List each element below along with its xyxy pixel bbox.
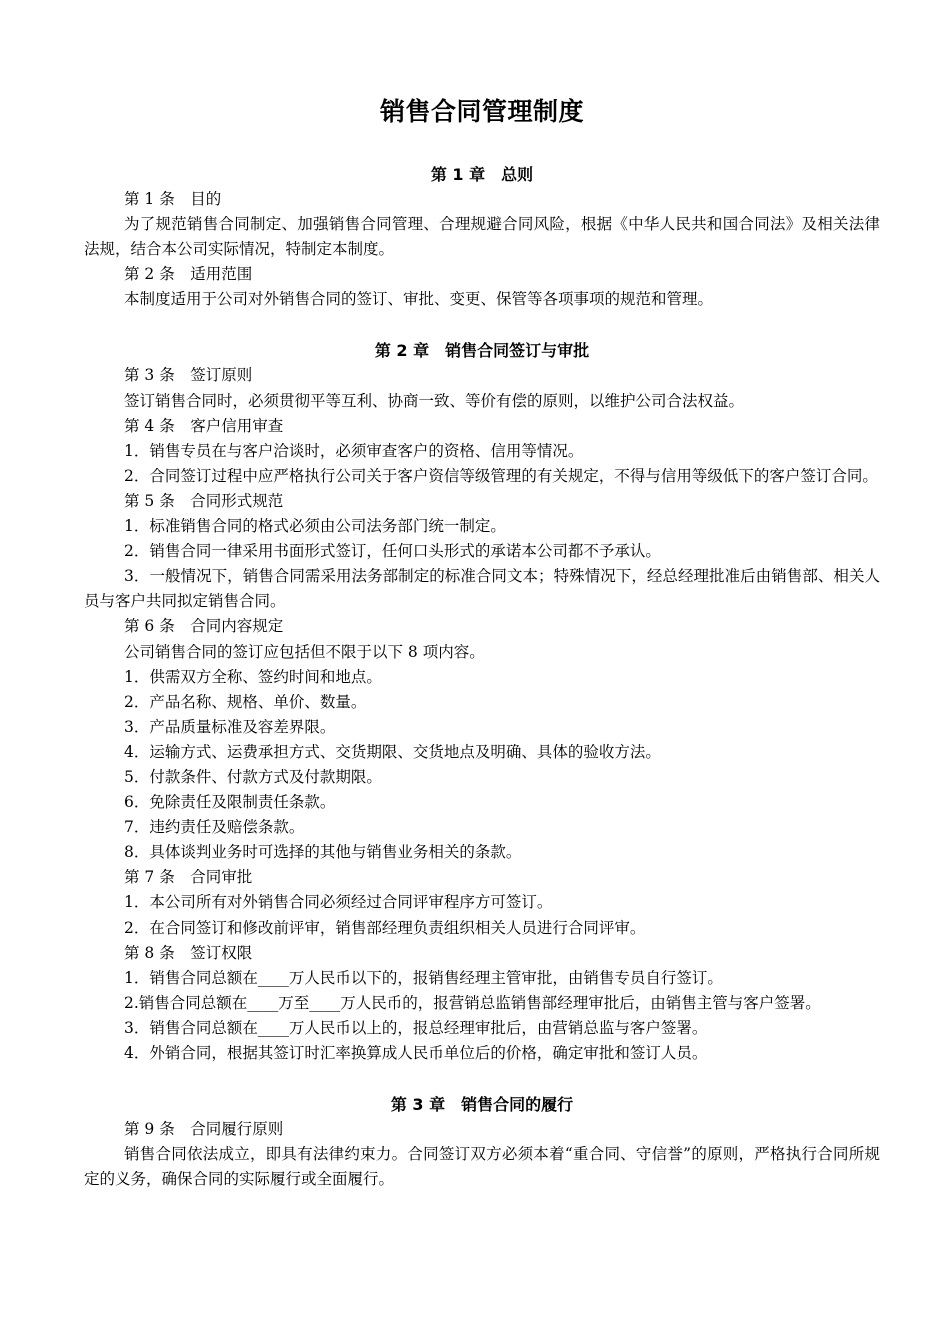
list-item: 8．具体谈判业务时可选择的其他与销售业务相关的条款。 [124,843,522,862]
article-heading: 第 2 条 适用范围 [124,265,253,284]
list-item: 7．违约责任及赔偿条款。 [124,818,305,837]
list-item: 2.销售合同总额在____万至____万人民币的，报营销总监销售部经理审批后，由销售主管与客户签署。 [124,993,821,1012]
list-item: 2．销售合同一律采用书面形式签订，任何口头形式的承诺本公司都不予承认。 [124,542,661,561]
chapter-2 [84,338,880,1066]
article-heading: 第 6 条 合同内容规定 [124,617,284,636]
chapter-3 [84,1092,880,1192]
list-item: 2．在合同签订和修改前评审，销售部经理负责组织相关人员进行合同评审。 [124,918,646,937]
list-item: 3．产品质量标准及容差界限。 [124,717,336,736]
list-item: 3．一般情况下，销售合同需采用法务部制定的标准合同文本；特殊情况下，经总经理批准后由销售部、相关人员与客户共同拟定销售合同。 [84,567,880,611]
article-heading: 第 8 条 签订权限 [124,943,253,962]
document-page [84,96,880,1192]
list-item: 4．外销合同，根据其签订时汇率换算成人民币单位后的价格，确定审批和签订人员。 [124,1044,708,1062]
article-heading: 第 5 条 合同形式规范 [124,491,284,510]
list-item: 1．标准销售合同的格式必须由公司法务部门统一制定。 [124,517,506,536]
chapter-title: 第 1 章 总则 [430,165,534,184]
chapter-title: 第 2 章 销售合同签订与审批 [374,341,590,361]
chapter-title: 第 3 章 销售合同的履行 [390,1095,574,1115]
paragraph: 本制度适用于公司对外销售合同的签订、审批、变更、保管等各项事项的规范和管理。 [124,290,714,309]
list-item: 1．销售专员在与客户洽谈时，必须审查客户的资格、信用等情况。 [124,441,584,460]
list-item: 4．运输方式、运费承担方式、交货期限、交货地点及明确、具体的验收方法。 [124,742,661,761]
list-item: 1．本公司所有对外销售合同必须经过合同评审程序方可签订。 [124,893,553,912]
list-item: 2．合同签订过程中应严格执行公司关于客户资信等级管理的有关规定，不得与信用等级低下的客户签订合同。 [124,466,878,485]
article-heading: 第 4 条 客户信用审查 [124,416,284,435]
list-item: 6．免除责任及限制责任条款。 [124,793,336,812]
list-item: 1．供需双方全称、签约时间和地点。 [124,667,382,686]
article-heading: 第 9 条 合同履行原则 [124,1120,284,1139]
list-item: 1．销售合同总额在____万人民币以下的，报销售经理主管审批，由销售专员自行签订。 [124,968,723,987]
paragraph: 为了规范销售合同制定、加强销售合同管理、合理规避合同风险，根据《中华人民共和国合同法》及相关法律法规，结合本公司实际情况，特制定本制度。 [84,215,880,259]
chapter-1 [84,162,880,312]
paragraph: 公司销售合同的签订应包括但不限于以下 8 项内容。 [124,642,485,661]
document-title: 销售合同管理制度 [379,97,584,126]
list-item: 3．销售合同总额在____万人民币以上的，报总经理审批后，由营销总监与客户签署。 [124,1018,708,1037]
list-item: 2．产品名称、规格、单价、数量。 [124,692,367,711]
article-heading: 第 3 条 签订原则 [124,366,253,385]
list-item: 5．付款条件、付款方式及付款期限。 [124,767,382,786]
article-heading: 第 1 条 目的 [124,190,222,208]
paragraph: 销售合同依法成立，即具有法律约束力。合同签订双方必须本着“重合同、守信誉”的原则，严格执行合同所规定的义务，确保合同的实际履行或全面履行。 [84,1145,880,1189]
paragraph: 签订销售合同时，必须贯彻平等互利、协商一致、等价有偿的原则，以维护公司合法权益。 [124,391,745,410]
article-heading: 第 7 条 合同审批 [124,868,253,887]
